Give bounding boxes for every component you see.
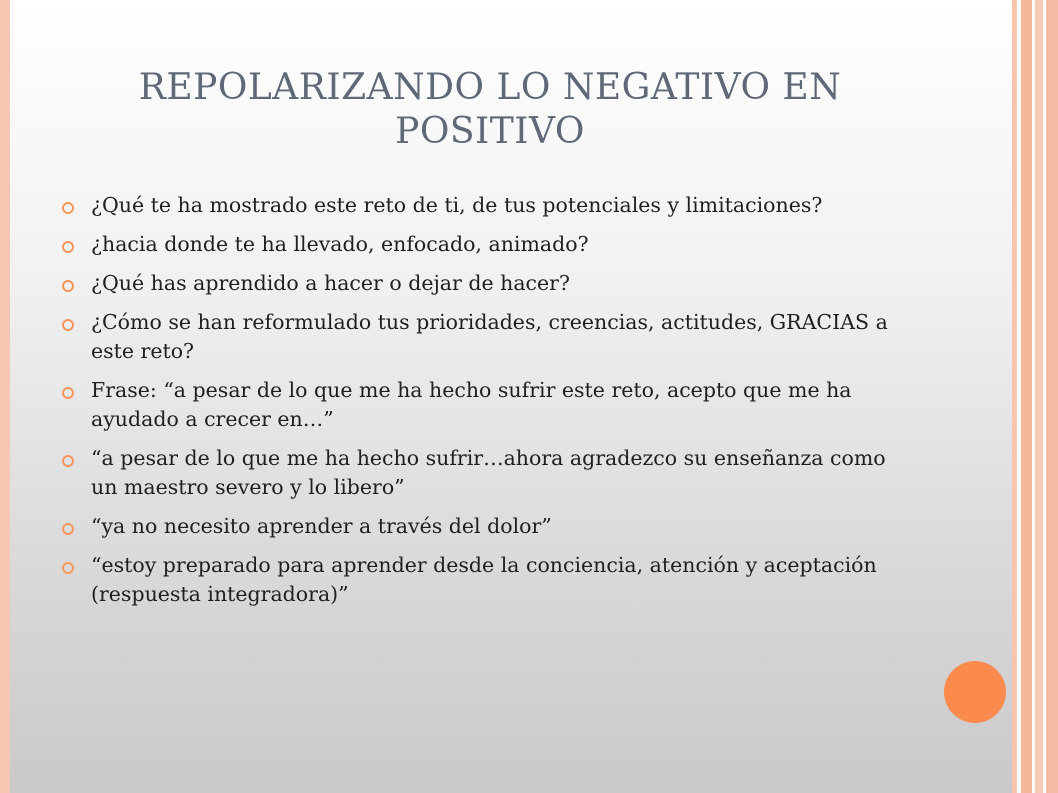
bullet-ring-icon — [62, 280, 74, 292]
bullet-text: “a pesar de lo que me ha hecho sufrir…ahora agradezco su enseñanza como un maestro severo y lo libero” — [91, 446, 886, 499]
list-item — [62, 269, 902, 298]
bullet-text: ¿hacia donde te ha llevado, enfocado, animado? — [91, 232, 589, 256]
bullet-ring-icon — [62, 319, 74, 331]
bullet-ring-icon — [62, 523, 74, 535]
bullet-ring-icon — [62, 202, 74, 214]
right-decorative-band — [1046, 0, 1058, 793]
list-item — [62, 444, 902, 502]
bullet-text: “ya no necesito aprender a través del dolor” — [91, 514, 552, 538]
slide-title: REPOLARIZANDO LO NEGATIVO EN POSITIVO — [138, 67, 842, 152]
bullet-text: ¿Qué te ha mostrado este reto de ti, de tus potenciales y limitaciones? — [91, 193, 823, 217]
bullet-ring-icon — [62, 387, 74, 399]
bullet-ring-icon — [62, 455, 74, 467]
left-border-strip — [0, 0, 10, 793]
bullet-ring-icon — [62, 241, 74, 253]
bullet-text: Frase: “a pesar de lo que me ha hecho sufrir este reto, acepto que me ha ayudado a crecer en…” — [91, 378, 852, 431]
bullet-list — [62, 191, 902, 619]
list-item — [62, 551, 902, 609]
right-decorative-band — [1021, 0, 1032, 793]
list-item — [62, 376, 902, 434]
list-item — [62, 308, 902, 366]
bullet-text: ¿Cómo se han reformulado tus prioridades, creencias, actitudes, GRACIAS a este reto? — [91, 310, 888, 363]
bullet-ring-icon — [62, 562, 74, 574]
bullet-text: “estoy preparado para aprender desde la conciencia, atención y aceptación (respuesta integradora)” — [91, 553, 877, 606]
orange-circle-decoration — [944, 661, 1006, 723]
right-decorative-band — [1035, 0, 1043, 793]
bullet-text: ¿Qué has aprendido a hacer o dejar de hacer? — [91, 271, 570, 295]
list-item — [62, 512, 902, 541]
list-item — [62, 191, 902, 220]
list-item — [62, 230, 902, 259]
